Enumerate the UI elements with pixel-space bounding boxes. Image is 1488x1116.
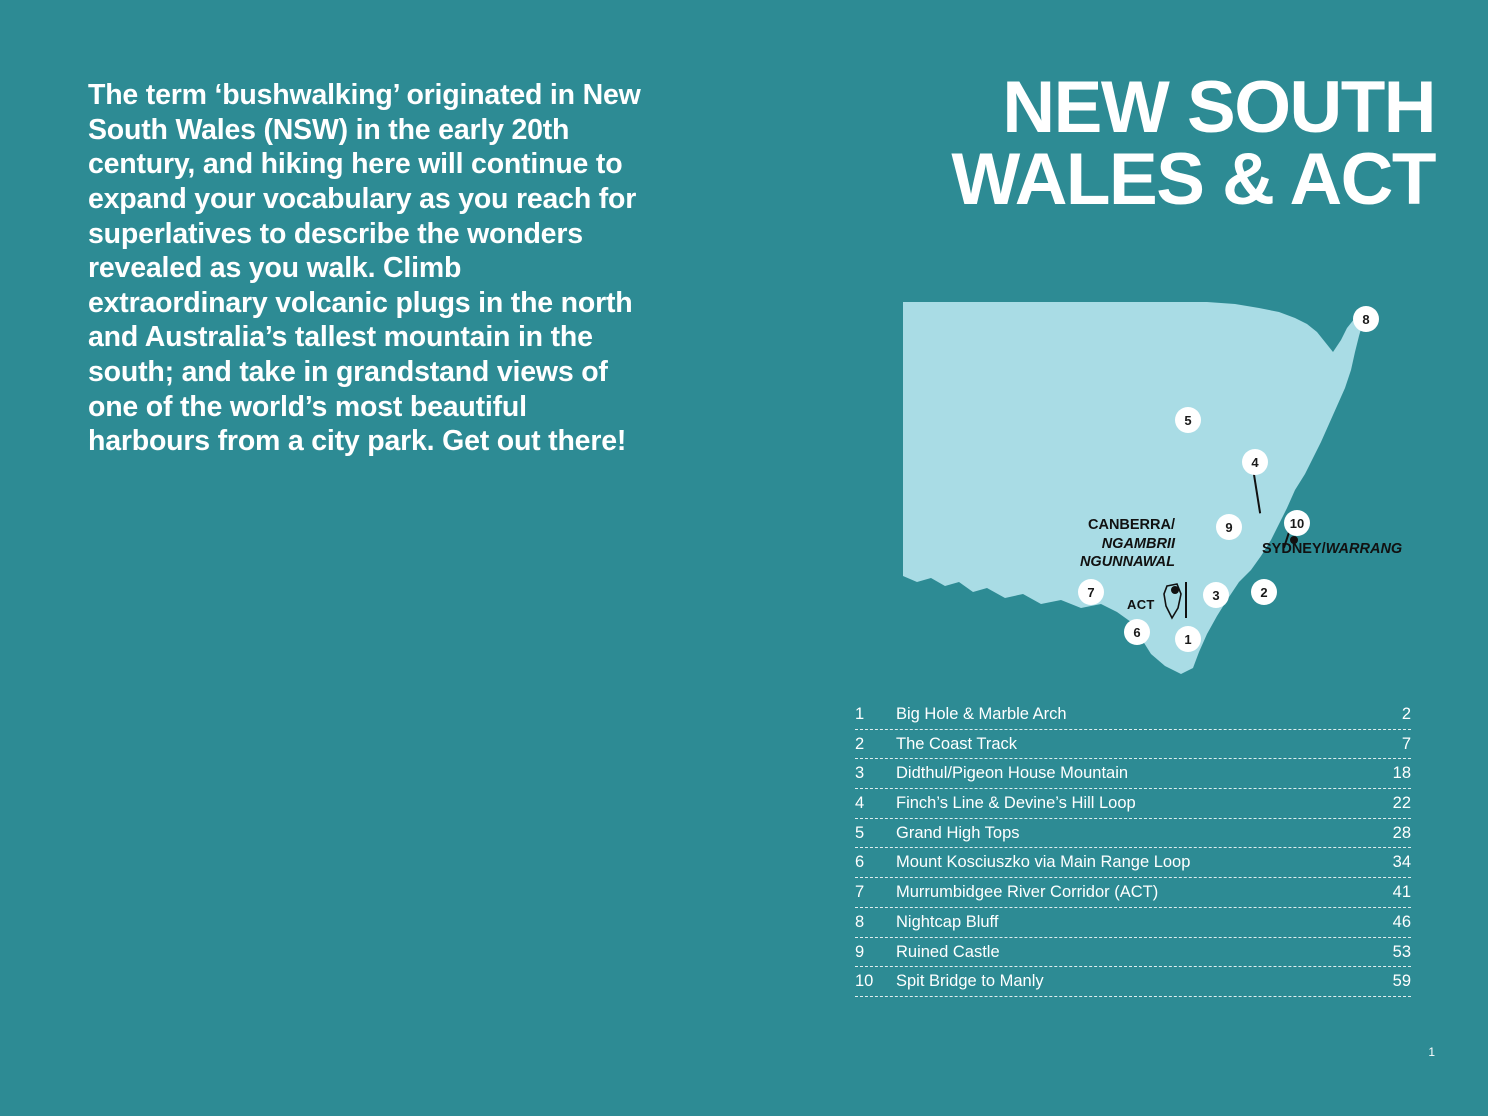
map-marker-9-label: 9 [1225, 519, 1233, 535]
page-folio: 1 [1428, 1045, 1435, 1059]
toc-title: Grand High Tops [896, 823, 1020, 842]
page-title-line-2: WALES & ACT [951, 138, 1435, 220]
toc-number: 9 [855, 942, 865, 961]
toc-title: Big Hole & Marble Arch [896, 705, 1067, 723]
toc-page: 28 [1392, 823, 1411, 842]
toc-title: The Coast Track [896, 734, 1018, 753]
sydney-label-italic: WARRANG [1325, 541, 1403, 557]
map-marker-10[interactable] [1284, 510, 1310, 536]
canberra-label-line-2: NGAMBRII [1101, 535, 1175, 552]
map-marker-5[interactable] [1175, 407, 1201, 433]
toc-row[interactable] [855, 700, 1411, 730]
sydney-label-plain: SYDNEY/ [1262, 541, 1326, 557]
act-border [1161, 582, 1201, 628]
map-marker-8-label: 8 [1362, 311, 1370, 327]
toc-number: 6 [855, 853, 865, 872]
toc-title: Finch’s Line & Devine’s Hill Loop [896, 794, 1136, 813]
nsw-map [855, 282, 1435, 682]
map-marker-1-label: 1 [1184, 631, 1192, 647]
toc-number: 8 [855, 912, 865, 931]
toc-title: Nightcap Bluff [896, 912, 999, 931]
map-marker-7[interactable] [1078, 579, 1104, 605]
toc-row[interactable] [855, 908, 1411, 938]
toc-number: 5 [855, 823, 865, 842]
toc-row[interactable] [855, 819, 1411, 849]
right-column [855, 0, 1435, 1116]
toc-row[interactable] [855, 967, 1411, 997]
toc-row[interactable] [855, 759, 1411, 789]
toc-number: 4 [855, 794, 865, 813]
page-title [875, 67, 1435, 220]
toc-page: 34 [1392, 853, 1411, 872]
map-marker-8[interactable] [1353, 306, 1379, 332]
toc-page: 18 [1392, 764, 1411, 783]
sydney-label [1262, 540, 1402, 559]
map-marker-7-label: 7 [1087, 584, 1095, 600]
toc-page: 22 [1392, 794, 1411, 813]
page-title-line-1: NEW SOUTH [1002, 67, 1435, 148]
toc-number: 1 [855, 705, 865, 723]
toc-page: 7 [1401, 734, 1411, 753]
toc-title: Spit Bridge to Manly [896, 972, 1044, 991]
map-marker-10-label: 10 [1289, 515, 1305, 531]
toc-title: Mount Kosciuszko via Main Range Loop [896, 853, 1191, 872]
toc-page: 2 [1401, 705, 1411, 723]
toc-title: Murrumbidgee River Corridor (ACT) [896, 883, 1159, 902]
canberra-label [1025, 516, 1175, 572]
map-marker-2-label: 2 [1260, 584, 1268, 600]
map-marker-3[interactable] [1203, 582, 1229, 608]
canberra-label-line-1: CANBERRA/ [1088, 517, 1175, 533]
toc-title: Didthul/Pigeon House Mountain [896, 764, 1129, 783]
map-marker-1[interactable] [1175, 626, 1201, 652]
map-marker-6[interactable] [1124, 619, 1150, 645]
toc-page: 41 [1392, 883, 1411, 902]
map-marker-4[interactable] [1242, 449, 1268, 475]
toc-number: 10 [855, 972, 874, 991]
toc-number: 7 [855, 883, 865, 902]
toc-page: 59 [1392, 972, 1411, 991]
toc-row[interactable] [855, 789, 1411, 819]
toc-number: 2 [855, 734, 865, 753]
toc-row[interactable] [855, 730, 1411, 760]
toc-row[interactable] [855, 848, 1411, 878]
map-marker-2[interactable] [1251, 579, 1277, 605]
map-marker-9[interactable] [1216, 514, 1242, 540]
toc-page: 53 [1392, 942, 1411, 961]
toc-number: 3 [855, 764, 865, 783]
intro-paragraph: The term ‘bushwalking’ originated in New South Wales (NSW) in the early 20th century, and hiking here will continue to expand your vocabulary as you reach for superlatives to describe the wonders revealed as you walk. Climb extraordinary volcanic plugs in the north and Australia’s tallest mountain in the south; and take in grandstand views of one of the world’s most beautiful harbours from a city park. Get out there! [88, 79, 641, 458]
act-label: ACT [1127, 597, 1155, 612]
toc-page: 46 [1392, 912, 1411, 931]
contents-list [855, 700, 1411, 997]
map-marker-6-label: 6 [1133, 624, 1141, 640]
toc-row[interactable] [855, 938, 1411, 968]
map-marker-4-label: 4 [1251, 454, 1259, 470]
toc-title: Ruined Castle [896, 942, 1000, 961]
map-marker-3-label: 3 [1212, 587, 1220, 603]
toc-row[interactable] [855, 878, 1411, 908]
map-marker-5-label: 5 [1184, 412, 1192, 428]
canberra-label-line-3: NGUNNAWAL [1079, 554, 1175, 571]
